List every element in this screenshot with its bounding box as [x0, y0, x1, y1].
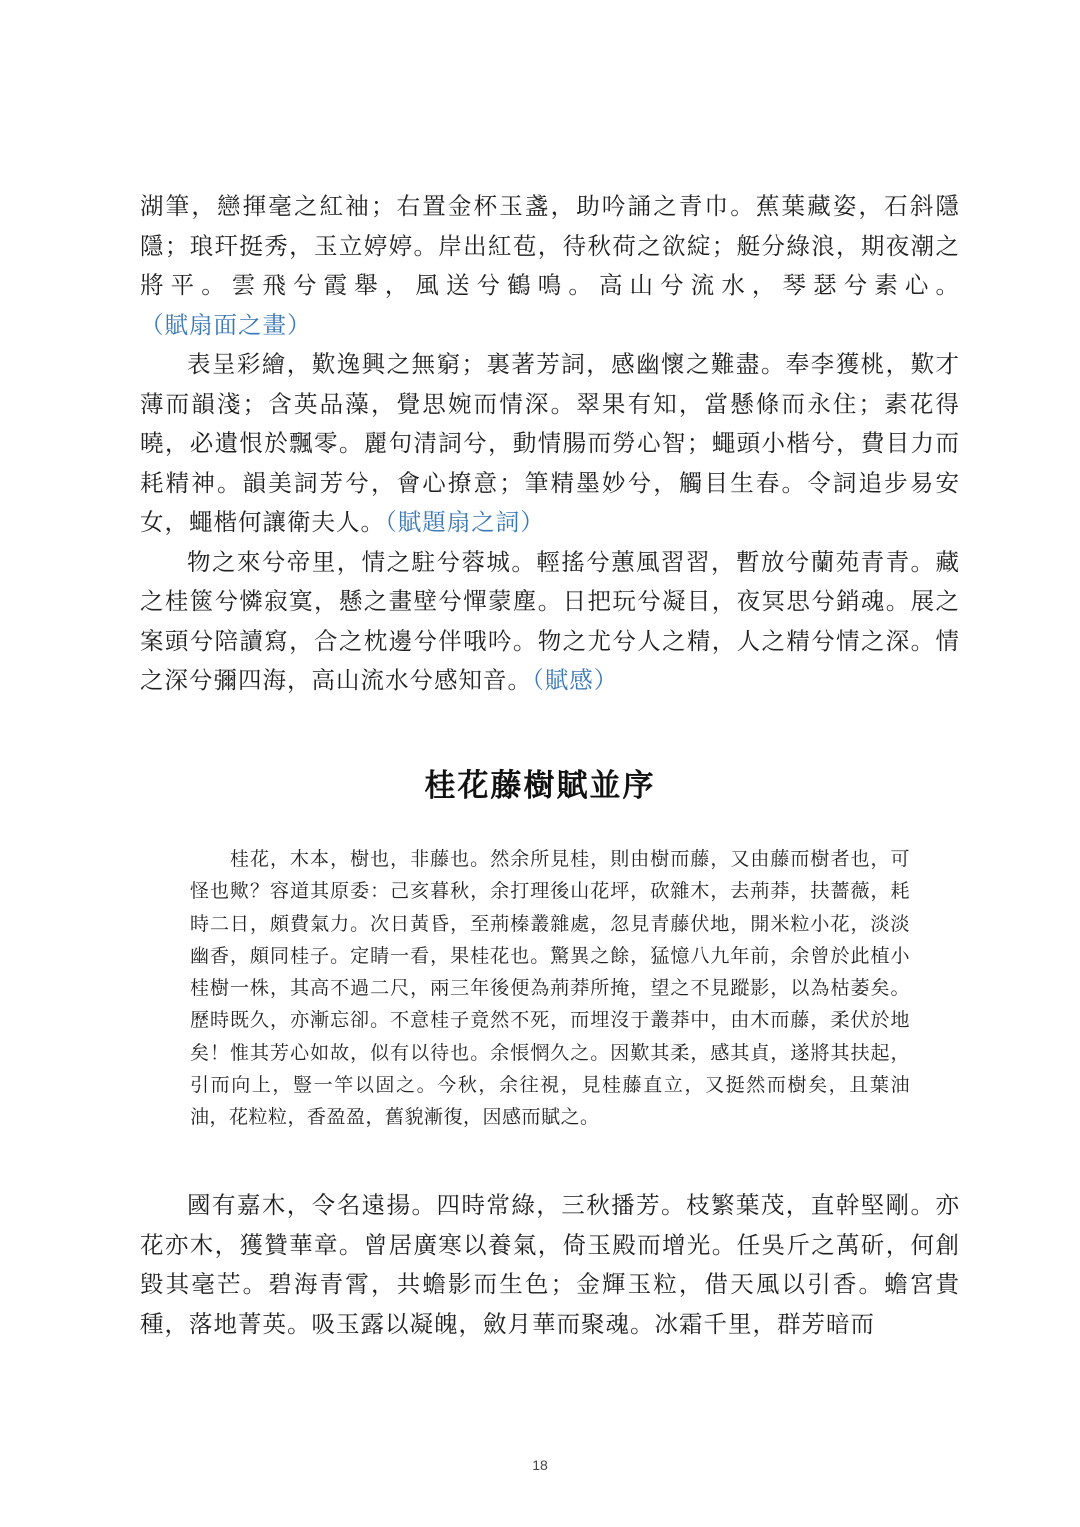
annotation-fan-painting: （賦扇面之畫） [140, 310, 312, 339]
paragraph-text: 物之來兮帝里，情之駐兮蓉城。輕搖兮蕙風習習，暫放兮蘭苑青青。藏之桂篋兮憐寂寞，懸之畫壁兮憚蒙塵。日把玩兮凝目，夜冥思兮銷魂。展之案頭兮陪讀寫，合之枕邊兮伴哦吟。物之尤兮人之精，人之精兮情之深。情之深兮彌四海，高山流水兮感知音。 [140, 547, 960, 694]
paragraph-text: 表呈彩繪，歎逸興之無窮；裏著芳詞，感幽懷之難盡。奉李獲桃，歎才薄而韻淺；含英品藻，覺思婉而情深。翠果有知，當懸條而永住；素花得曉，必遺恨於飄零。麗句清詞兮，動情腸而勞心智；蠅頭小楷兮，費目力而耗精神。韻美詞芳兮，會心撩意；筆精墨妙兮，觸目生春。令詞追步易安女，蠅楷何讓衛夫人。 [140, 350, 960, 536]
paragraph-fan-painting [140, 187, 960, 345]
fu-body-text [140, 1186, 960, 1344]
section-title: 桂花藤樹賦並序 [424, 768, 656, 804]
preface-text: 桂花，木本，樹也，非藤也。然余所見桂，則由樹而藤，又由藤而樹者也，可怪也歟？容道其原委：己亥暮秋，余打理後山花坪，砍雜木，去荊莽，扶薔薇，耗時二日，頗費氣力。次日黃昏，至荊榛叢雜處，忽見青藤伏地，開米粒小花，淡淡幽香，頗同桂子。定睛一看，果桂花也。驚異之餘，猛憶八九年前，余曾於此植小桂樹一株，其高不過二尺，兩三年後便為荊莽所掩，望之不見蹤影，以為枯萎矣。歷時既久，亦漸忘卻。不意桂子竟然不死，而埋沒于叢莽中，由木而藤，柔伏於地矣！惟其芳心如故，似有以待也。余悵惘久之。因歎其柔，感其貞，遂將其扶起，引而向上，豎一竿以固之。今秋，余往視，見桂藤直立，又挺然而樹矣，且葉油油，花粒粒，香盈盈，舊貌漸復，因感而賦之。 [190, 848, 910, 1129]
previous-section-text [140, 187, 960, 701]
page-number: 18 [532, 1457, 548, 1473]
fu-paragraph: 國有嘉木，令名遠揚。四時常綠，三秋播芳。枝繁葉茂，直幹堅剛。亦花亦木，獲贊華章。曾居廣寒以養氣，倚玉殿而增光。任吳斤之萬斫，何創毀其毫芒。碧海青霄，共蟾影而生色；金輝玉粒，借天風以引香。蟾宮貴種，落地菁英。吸玉露以凝魄，斂月華而聚魂。冰霜千里，群芳暗而 [140, 1191, 960, 1338]
paragraph-fan-inscription [140, 345, 960, 543]
paragraph-text: 湖筆，戀揮毫之紅袖；右置金杯玉盞，助吟誦之青巾。蕉葉藏姿，石斜隱隱；琅玕挺秀，玉立婷婷。岸出紅苞，待秋荷之欲綻；艇分綠浪，期夜潮之將平。雲飛兮霞舉，風送兮鶴鳴。高山兮流水，琴瑟兮素心。 [140, 192, 960, 299]
paragraph-feeling [140, 543, 960, 701]
annotation-feeling: （賦感） [532, 666, 619, 694]
annotation-fan-inscription: （賦題扇之詞） [385, 508, 545, 536]
